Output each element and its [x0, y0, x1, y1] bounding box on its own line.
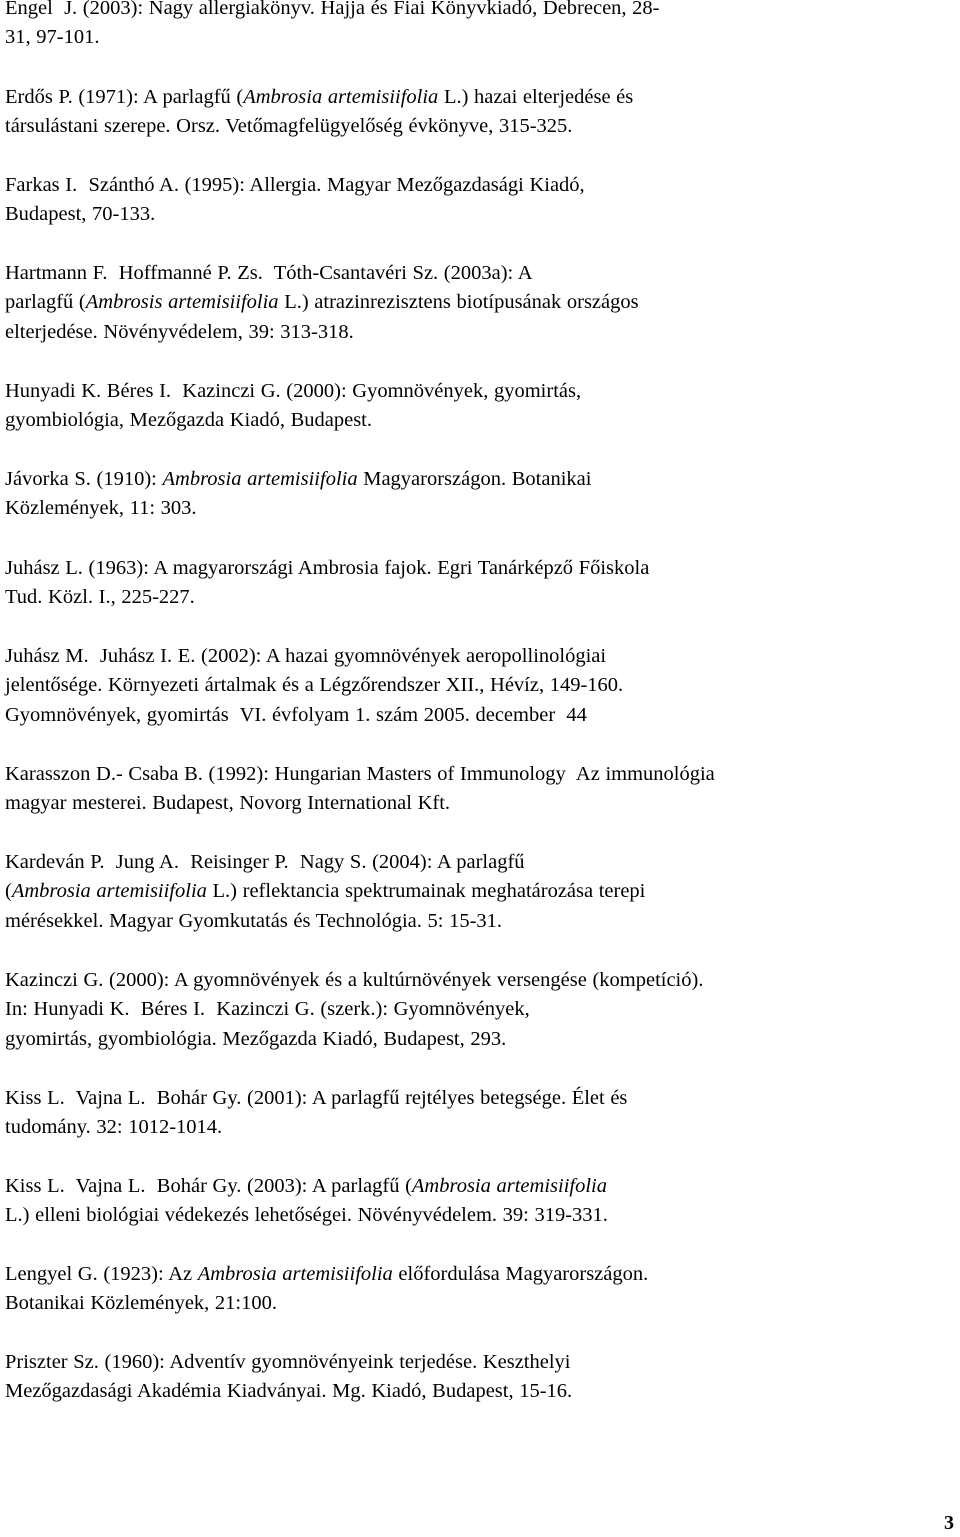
reference-line: tudomány. 32: 1012-1014.	[5, 1116, 223, 1139]
reference-line: gyombiológia, Mezőgazda Kiadó, Budapest.	[5, 409, 372, 432]
reference-line: (Ambrosia artemisiifolia L.) reflektancia spektrumainak meghatározása terepi	[5, 880, 646, 903]
reference-line: Lengyel G. (1923): Az Ambrosia artemisiifolia előfordulása Magyarországon.	[5, 1263, 649, 1285]
reference-line: Budapest, 70-133.	[5, 203, 156, 226]
reference-line: Hunyadi K. Béres I. Kazinczi G. (2000): Gyomnövények, gyomirtás,	[5, 380, 582, 402]
reference-line: Engel J. (2003): Nagy allergiakönyv. Hajja és Fiai Könyvkiadó, Debrecen, 28-	[5, 0, 660, 19]
reference-line: társulástani szerepe. Orsz. Vetőmagfelügyelőség évkönyve, 315-325.	[5, 115, 573, 138]
reference-line: L.) elleni biológiai védekezés lehetőségei. Növényvédelem. 39: 319-331.	[5, 1204, 608, 1227]
reference-entry	[5, 848, 645, 936]
reference-entry	[5, 966, 703, 1054]
reference-line: Juhász L. (1963): A magyarországi Ambrosia fajok. Egri Tanárképző Főiskola	[5, 557, 650, 579]
reference-line: Kazinczi G. (2000): A gyomnövények és a kultúrnövények versengése (kompetíció).	[5, 969, 704, 991]
reference-line: Kardeván P. Jung A. Reisinger P. Nagy S. (2004): A parlagfű	[5, 851, 525, 873]
reference-entry	[5, 642, 623, 730]
reference-line: Juhász M. Juhász I. E. (2002): A hazai gyomnövények aeropollinológiai	[5, 645, 607, 667]
reference-line: gyomirtás, gyombiológia. Mezőgazda Kiadó, Budapest, 293.	[5, 1027, 507, 1050]
reference-entry	[5, 83, 633, 142]
reference-entry	[5, 465, 591, 524]
reference-entry	[5, 0, 660, 53]
reference-line: Gyomnövények, gyomirtás VI. évfolyam 1. szám 2005. december 44	[5, 703, 587, 726]
reference-entry	[5, 1172, 608, 1231]
reference-line: elterjedése. Növényvédelem, 39: 313-318.	[5, 320, 354, 343]
reference-line: Kiss L. Vajna L. Bohár Gy. (2003): A parlagfű (Ambrosia artemisiifolia	[5, 1175, 607, 1197]
reference-line: magyar mesterei. Budapest, Novorg International Kft.	[5, 792, 451, 815]
reference-entry	[5, 171, 585, 230]
reference-entry	[5, 1084, 627, 1143]
reference-line: Mezőgazdasági Akadémia Kiadványai. Mg. Kiadó, Budapest, 15-16.	[5, 1380, 573, 1403]
reference-line: In: Hunyadi K. Béres I. Kazinczi G. (szerk.): Gyomnövények,	[5, 998, 530, 1021]
reference-line: Tud. Közl. I., 225-227.	[5, 586, 195, 609]
reference-line: Botanikai Közlemények, 21:100.	[5, 1292, 277, 1315]
reference-entry	[5, 1260, 648, 1319]
reference-line: Jávorka S. (1910): Ambrosia artemisiifolia Magyarországon. Botanikai	[5, 468, 592, 490]
reference-line: Erdős P. (1971): A parlagfű (Ambrosia artemisiifolia L.) hazai elterjedése és	[5, 86, 634, 108]
page-number: 3	[944, 1512, 954, 1534]
reference-entry	[5, 760, 715, 819]
reference-entry	[5, 377, 581, 436]
reference-line: Kiss L. Vajna L. Bohár Gy. (2001): A parlagfű rejtélyes betegsége. Élet és	[5, 1087, 628, 1109]
reference-line: parlagfű (Ambrosis artemisiifolia L.) atrazinrezisztens biotípusának országos	[5, 291, 639, 314]
reference-line: Farkas I. Szánthó A. (1995): Allergia. Magyar Mezőgazdasági Kiadó,	[5, 174, 585, 196]
reference-line: mérésekkel. Magyar Gyomkutatás és Technológia. 5: 15-31.	[5, 909, 503, 932]
reference-line: 31, 97-101.	[5, 26, 100, 49]
reference-entry	[5, 554, 649, 613]
reference-entry	[5, 1348, 572, 1407]
reference-line: Közlemények, 11: 303.	[5, 497, 197, 520]
reference-line: Hartmann F. Hoffmanné P. Zs. Tóth-Csantavéri Sz. (2003a): A	[5, 262, 533, 284]
reference-entry	[5, 259, 639, 347]
reference-line: jelentősége. Környezeti ártalmak és a Légzőrendszer XII., Hévíz, 149-160.	[5, 674, 624, 697]
reference-line: Karasszon D.- Csaba B. (1992): Hungarian Masters of Immunology Az immunológia	[5, 763, 715, 785]
reference-line: Priszter Sz. (1960): Adventív gyomnövényeink terjedése. Keszthelyi	[5, 1351, 571, 1373]
